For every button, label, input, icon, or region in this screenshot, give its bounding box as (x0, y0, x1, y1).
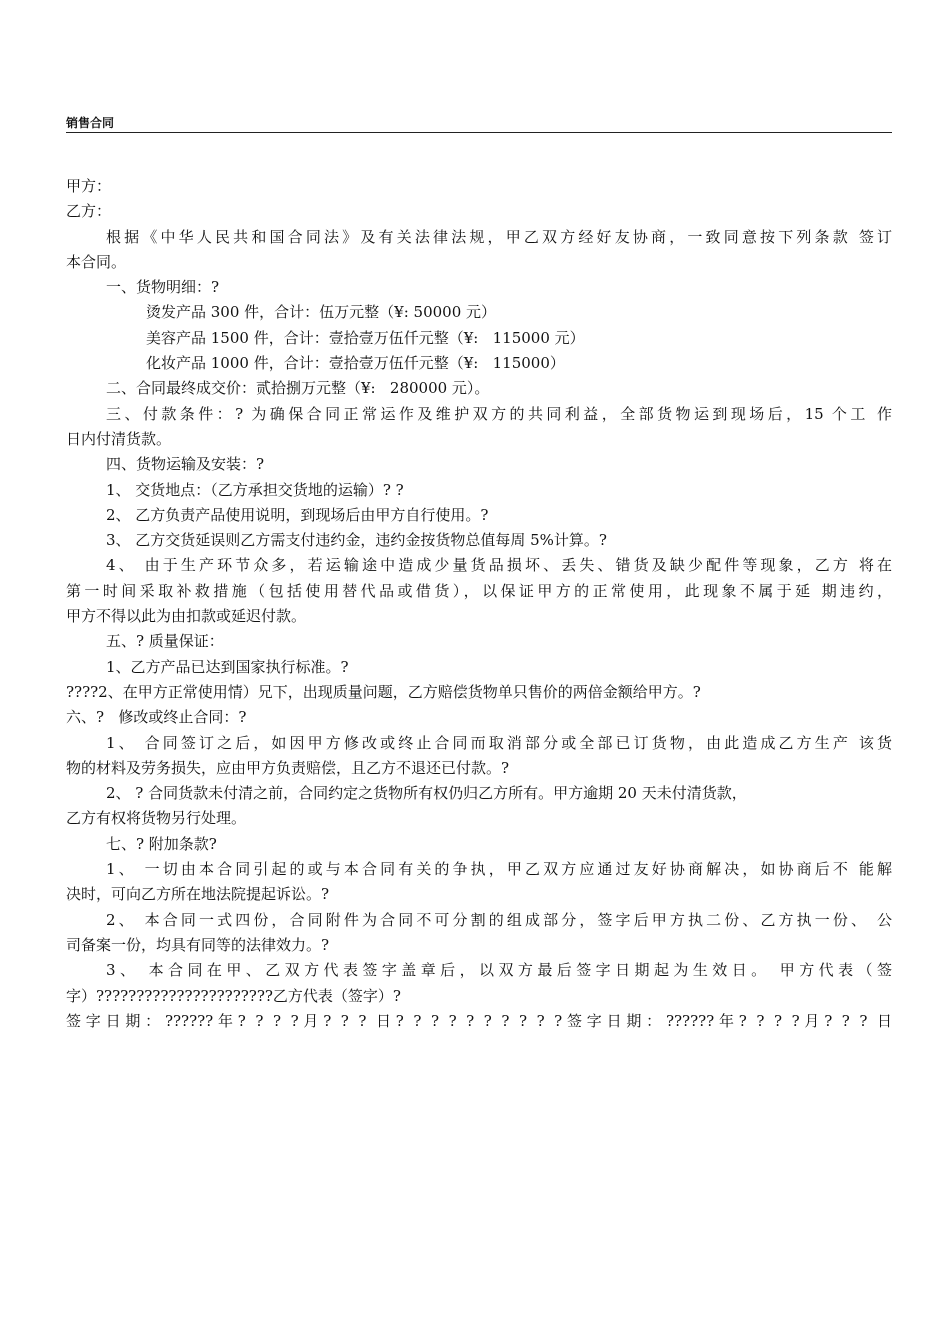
contract-line: 2、 乙方负责产品使用说明，到现场后由甲方自行使用。? (106, 505, 489, 524)
contract-line: 签字日期：??????年? ? ? ?月? ? ? 日? ? ? ? ? ? ? ? ? ?签字日期：??????年? ? ? ?月? ? ? 日 (66, 1011, 892, 1030)
header-title: 销售合同 (66, 116, 115, 130)
contract-line: 2、 本合同一式四份，合同附件为合同不可分割的组成部分，签字后甲方执二份、乙方执一份、 公 (106, 910, 892, 929)
contract-line: 三、付款条件：? 为确保合同正常运作及维护双方的共同利益，全部货物运到现场后，15 个工 作 (106, 404, 892, 423)
contract-line: 1、 合同签订之后，如因甲方修改或终止合同而取消部分或全部已订货物，由此造成乙方生产 该货 (106, 733, 892, 752)
contract-line: 五、? 质量保证： (106, 632, 224, 651)
contract-line: 一、货物明细：? (106, 278, 220, 297)
contract-line: 甲方不得以此为由扣款或延迟付款。 (66, 607, 307, 626)
contract-line: 1、 交货地点：（乙方承担交货地的运输）? ? (106, 480, 404, 499)
contract-line: 美容产品 1500 件，合计：壹拾壹万伍仟元整（¥: 115000 元） (146, 328, 585, 347)
contract-line: 字）??????????????????????乙方代表（签字）? (66, 986, 401, 1005)
contract-line: ????2、在甲方正常使用情）兄下，出现质量问题，乙方赔偿货物单只售价的两倍金额给甲方。? (66, 682, 701, 701)
contract-line: 物的材料及劳务损失，应由甲方负责赔偿，且乙方不退还已付款。? (66, 758, 510, 777)
contract-line: 日内付清货款。 (66, 429, 172, 448)
contract-line: 本合同。 (66, 252, 127, 271)
contract-line: 根据《中华人民共和国合同法》及有关法律法规，甲乙双方经好友协商，一致同意按下列条款 签订 (106, 227, 892, 246)
contract-line: 二、合同最终成交价：贰拾捌万元整（¥: 280000 元）。 (106, 379, 490, 398)
contract-line: 七、? 附加条款? (106, 834, 217, 853)
contract-line: 乙方有权将货物另行处理。 (66, 809, 247, 828)
contract-line: 烫发产品 300 件，合计：伍万元整（¥: 50000 元） (146, 303, 497, 322)
contract-line: 四、货物运输及安装：? (106, 455, 265, 474)
contract-body (66, 174, 892, 1034)
contract-line: 司备案一份，均具有同等的法律效力。? (66, 935, 330, 954)
page-header (66, 116, 892, 133)
contract-line: 2、 ? 合同货款未付清之前，合同约定之货物所有权仍归乙方所有。甲方逾期 20 天未付清货款， (106, 784, 747, 803)
contract-line: 1、 一切由本合同引起的或与本合同有关的争执，甲乙双方应通过友好协商解决，如协商后不 能解 (106, 860, 892, 879)
contract-line: 甲方： (66, 177, 112, 195)
contract-line: 第一时间采取补救措施（包括使用替代品或借货），以保证甲方的正常使用，此现象不属于延 期违约， (66, 581, 892, 600)
contract-line: 乙方： (66, 202, 112, 221)
contract-line: 4、 由于生产环节众多，若运输途中造成少量货品损坏、丢失、错货及缺少配件等现象，乙方 将在 (106, 556, 892, 575)
contract-line: 1、乙方产品已达到国家执行标准。? (106, 657, 349, 676)
contract-line: 化妆产品 1000 件，合计：壹拾壹万伍仟元整（¥: 115000） (146, 354, 565, 373)
contract-line: 决时，可向乙方所在地法院提起诉讼。? (66, 885, 330, 904)
contract-line: 3、 乙方交货延误则乙方需支付违约金，违约金按货物总值每周 5%计算。? (106, 531, 607, 550)
contract-line: 六、? 修改或终止合同：? (66, 708, 247, 727)
contract-line: 3、 本合同在甲、乙双方代表签字盖章后，以双方最后签字日期起为生效日。 甲方代表（签 (106, 961, 892, 980)
